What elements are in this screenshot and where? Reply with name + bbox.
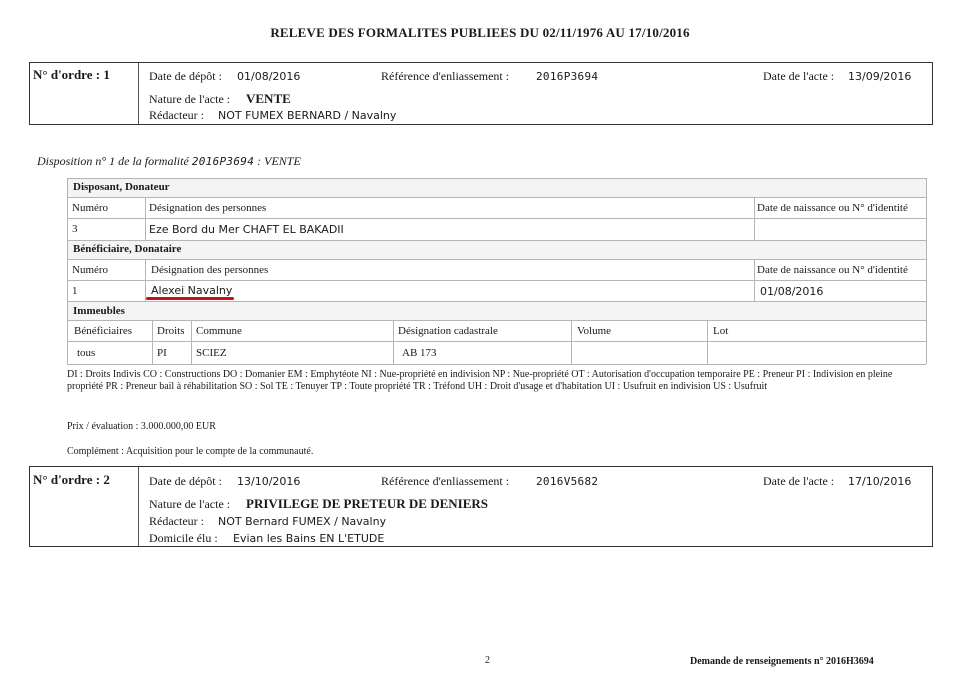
immeubles-col-lot: Lot [713, 325, 729, 337]
immeubles-header-bg [67, 301, 926, 320]
formalite-1-ref-value: 2016P3694 [536, 70, 599, 83]
formalite-2-acte-label: Date de l'acte : [763, 474, 835, 488]
disposition-prefix: Disposition n° 1 de la formalité [37, 154, 189, 168]
formalite-1-redacteur-label: Rédacteur : [149, 108, 204, 122]
disposant-numero: 3 [72, 223, 78, 235]
immeubles-cadastrale: AB 173 [402, 347, 437, 359]
immeubles-section-title: Immeubles [73, 305, 125, 317]
formalite-2-nature-label: Nature de l'acte : [149, 497, 231, 511]
formalite-2-ordre: N° d'ordre : 2 [33, 472, 110, 487]
complement: Complément : Acquisition pour le compte de la communauté. [67, 446, 314, 457]
disposant-designation: Eze Bord du Mer CHAFT EL BAKADII [149, 223, 344, 236]
disposant-section-title: Disposant, Donateur [73, 181, 170, 193]
formalite-1-nature-value: VENTE [246, 91, 291, 106]
formalite-1-nature-label: Nature de l'acte : [149, 92, 231, 106]
disposition-ref: 2016P3694 [191, 155, 255, 168]
immeubles-col-droits: Droits [157, 325, 185, 337]
formalite-2-depot-label: Date de dépôt : [149, 474, 222, 488]
formalite-2-redacteur-value: NOT Bernard FUMEX / Navalny [218, 515, 387, 528]
formalite-2-redacteur-label: Rédacteur : [149, 514, 204, 528]
formalite-1-depot-label: Date de dépôt : [149, 69, 222, 83]
formalite-2-ref-label: Référence d'enliassement : [381, 474, 510, 488]
immeubles-col-commune: Commune [196, 325, 242, 337]
immeubles-commune: SCIEZ [196, 347, 227, 359]
beneficiaire-col-date: Date de naissance ou N° d'identité [757, 264, 908, 276]
immeubles-beneficiaires: tous [77, 347, 96, 359]
immeubles-col-cadastrale: Désignation cadastrale [398, 325, 498, 337]
disposant-header-bg [67, 178, 926, 197]
disposition-title [37, 154, 301, 169]
formalite-2-depot-value: 13/10/2016 [237, 475, 301, 488]
beneficiaire-header-bg [67, 240, 926, 259]
prix-evaluation: Prix / évaluation : 3.000.000,00 EUR [67, 421, 216, 432]
formalite-1-depot-value: 01/08/2016 [237, 70, 301, 83]
page-title: RELEVE DES FORMALITES PUBLIEES DU 02/11/1976 AU 17/10/2016 [270, 25, 690, 40]
formalite-1-ordre: N° d'ordre : 1 [33, 67, 110, 82]
formalite-1-acte-label: Date de l'acte : [763, 69, 835, 83]
beneficiaire-name-underline [146, 297, 234, 300]
demande-reference: Demande de renseignements n° 2016H3694 [690, 656, 874, 667]
disposant-col-numero: Numéro [72, 202, 109, 214]
beneficiaire-col-designation: Désignation des personnes [151, 264, 269, 276]
beneficiaire-col-numero: Numéro [72, 264, 109, 276]
formalite-2-ref-value: 2016V5682 [536, 475, 599, 488]
formalite-2-domicile-label: Domicile élu : [149, 531, 218, 545]
page-number: 2 [485, 655, 490, 666]
rights-legend: DI : Droits Indivis CO : Constructions DO : Domanier EM : Emphytéote NI : Nue-propriété en indivision NP : Nue-propriété OT : Autorisation d'occupation temporaire PE : Preneur PI : Indivision en pleine propriété PR : Preneur bail à réhabilitation SO : Sol TE : Tenuyer TP : Toute propriété TR : Tréfond UH : Droit d'usage et d'habitation UI : Usufruit en indivision US : Usufruit [67, 369, 893, 392]
formalite-1-ref-label: Référence d'enliassement : [381, 69, 510, 83]
immeubles-droits: PI [157, 347, 167, 359]
beneficiaire-section-title: Bénéficiaire, Donataire [73, 243, 182, 255]
formalite-2-nature-value: PRIVILEGE DE PRETEUR DE DENIERS [246, 496, 488, 511]
formalite-2-domicile-value: Evian les Bains EN L'ETUDE [233, 532, 385, 545]
immeubles-col-beneficiaires: Bénéficiaires [74, 325, 133, 337]
beneficiaire-designation: Alexei Navalny [151, 284, 233, 297]
formalite-2-acte-value: 17/10/2016 [848, 475, 912, 488]
disposant-col-date: Date de naissance ou N° d'identité [757, 202, 908, 214]
disposant-col-designation: Désignation des personnes [149, 202, 267, 214]
beneficiaire-date: 01/08/2016 [760, 285, 824, 298]
immeubles-col-volume: Volume [577, 325, 612, 337]
formalite-1-acte-value: 13/09/2016 [848, 70, 912, 83]
formalite-1-redacteur-value: NOT FUMEX BERNARD / Navalny [218, 109, 397, 122]
beneficiaire-numero: 1 [72, 285, 78, 297]
disposition-suffix: : VENTE [257, 154, 301, 168]
